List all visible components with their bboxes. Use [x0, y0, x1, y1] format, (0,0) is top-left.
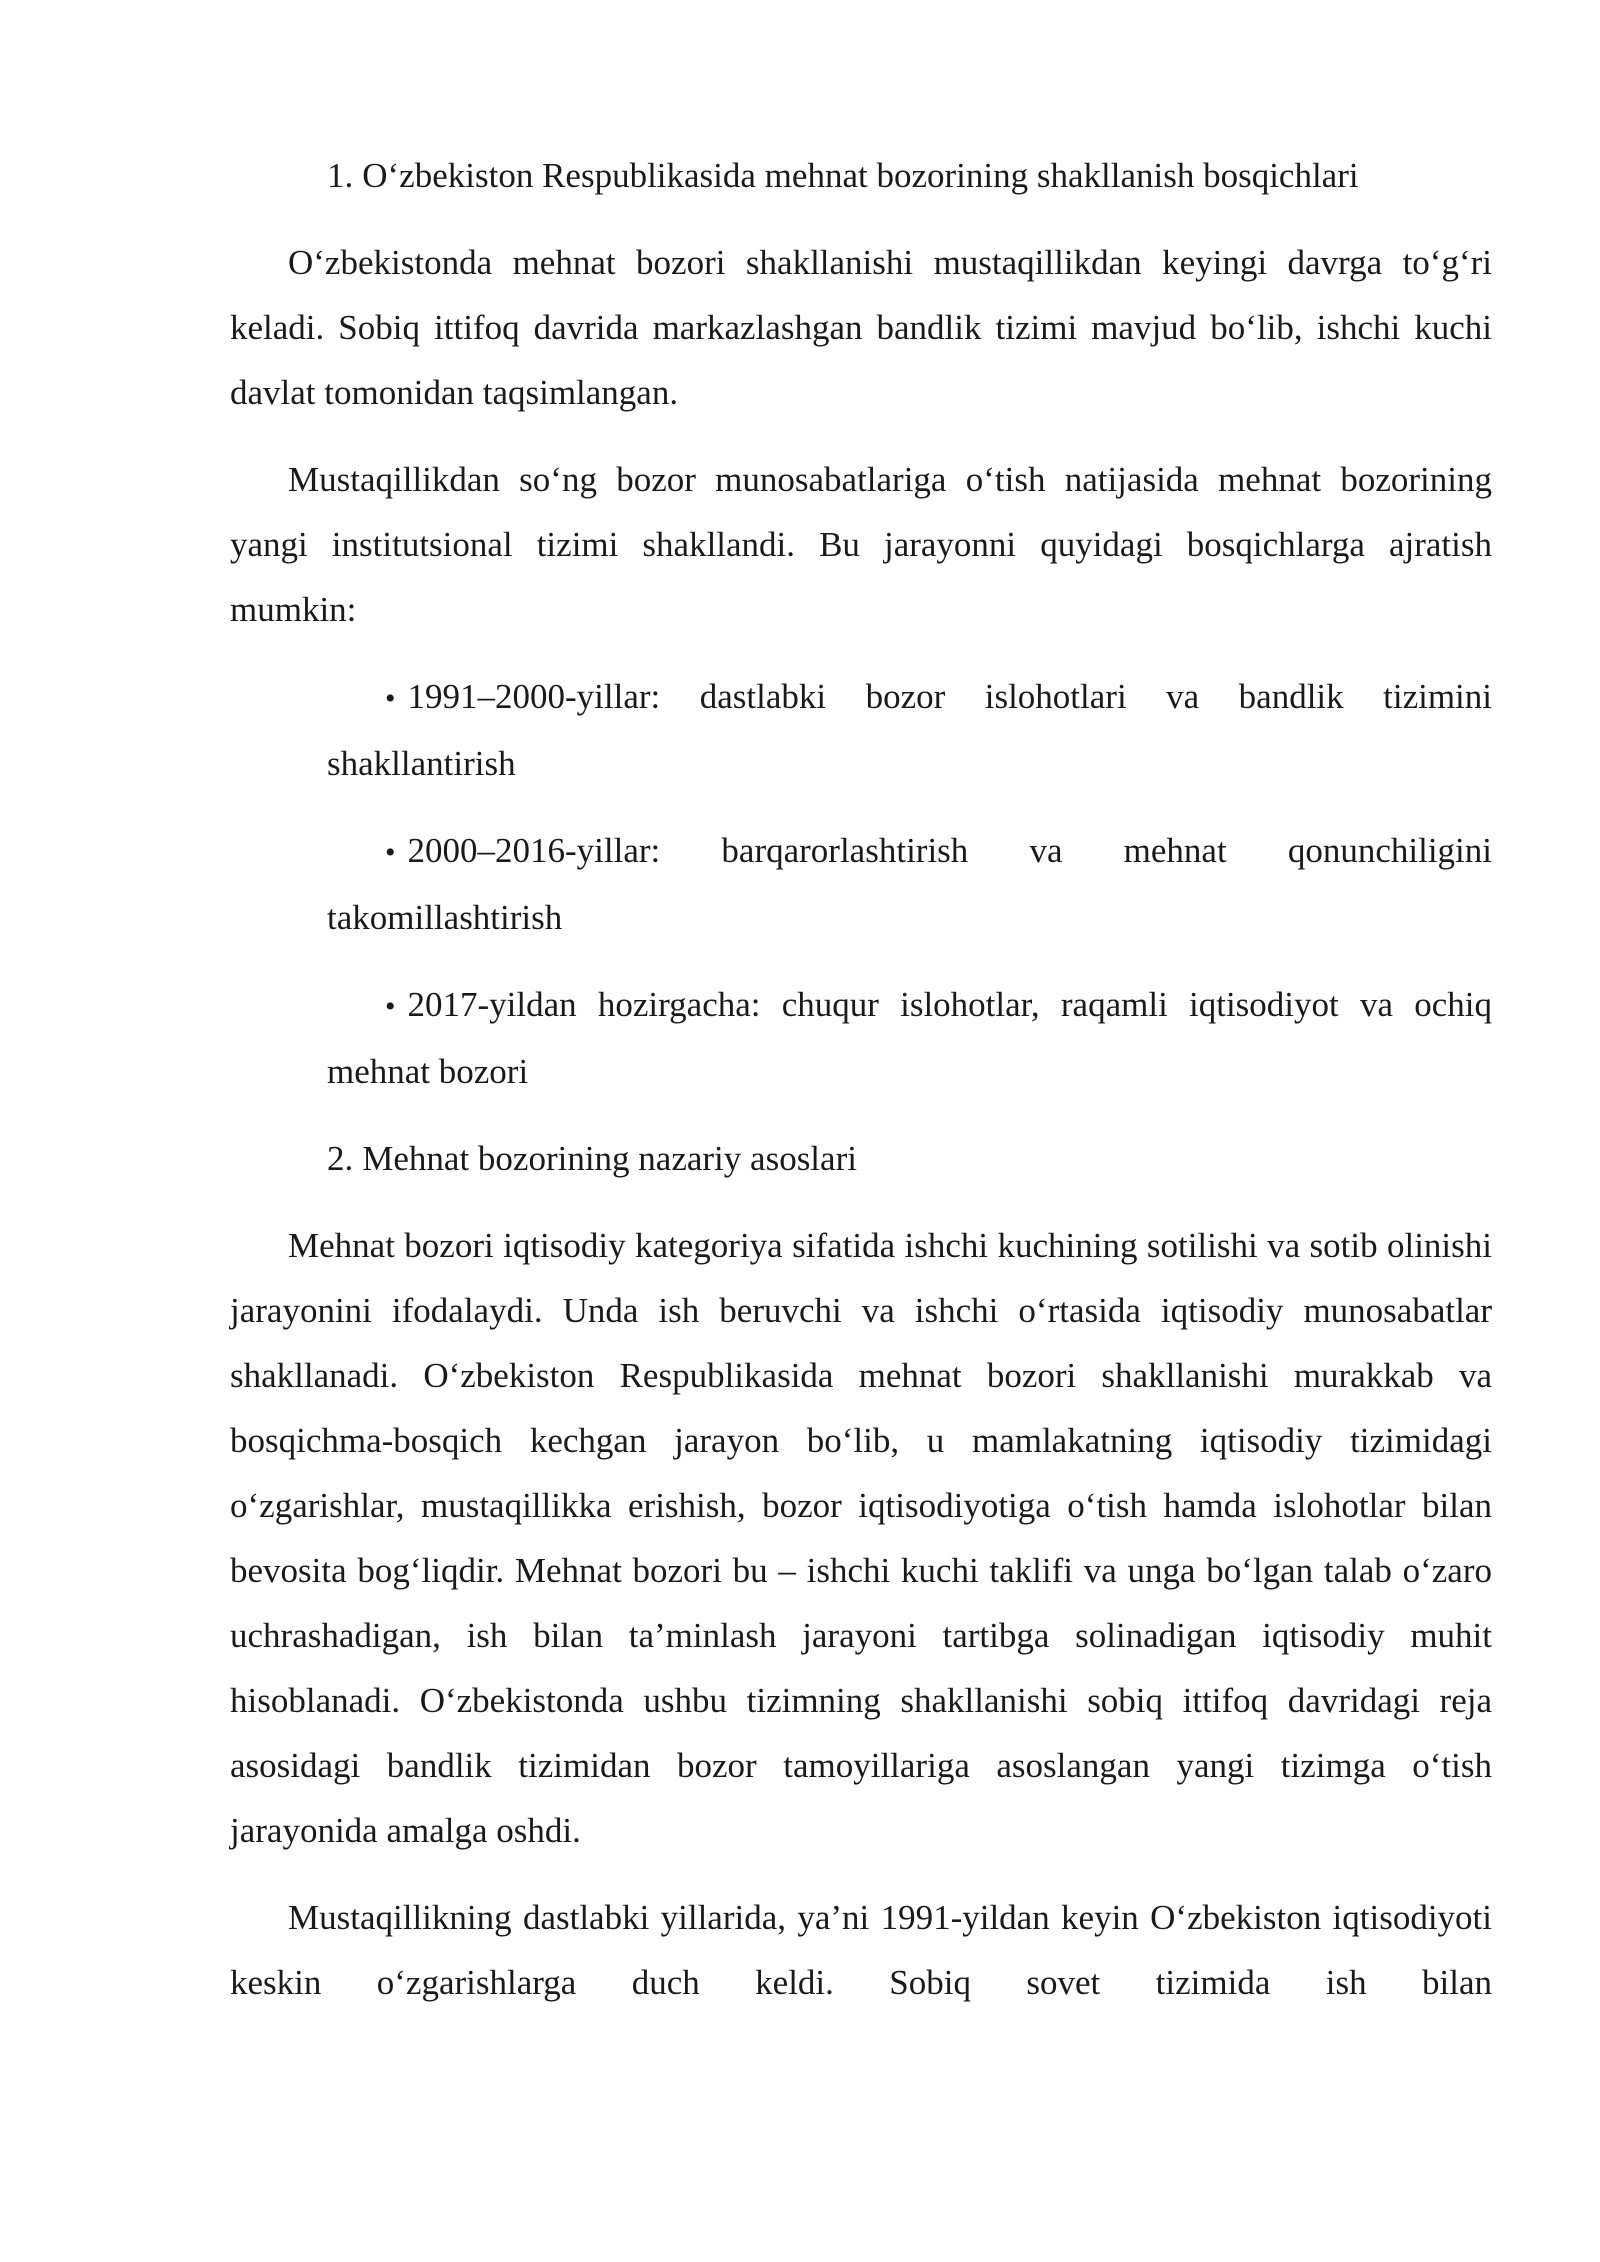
bullet-dot-icon: • — [385, 682, 396, 715]
paragraph-theory-2: Mustaqillikning dastlabki yillarida, ya’ni 1991-yildan keyin O‘zbekiston iqtisodiyoti keskin o‘zgarishlarga duch keldi. Sobiq sovet tizimida ish bilan — [230, 1898, 1492, 2002]
section-heading-2 — [230, 1126, 1492, 1191]
section-heading-1 — [230, 143, 1492, 208]
section-number-2: 2. — [327, 1139, 354, 1178]
section-title-2: Mehnat bozorining nazariy asoslari — [362, 1139, 857, 1178]
bullet-text-2: 2000–2016-yillar: barqarorlashtirish va mehnat qonunchiligini takomillashtirish — [327, 831, 1492, 937]
section-number-1: 1. — [327, 156, 354, 195]
bullet-dot-icon: • — [385, 836, 396, 869]
bullet-item-1 — [230, 664, 1492, 796]
bullet-text-3: 2017-yildan hozirgacha: chuqur islohotlar, raqamli iqtisodiyot va ochiq mehnat bozori — [327, 985, 1492, 1091]
bullet-item-2 — [230, 818, 1492, 950]
document-body — [230, 143, 1492, 2015]
bullet-item-3 — [230, 972, 1492, 1104]
paragraph-intro-2: Mustaqillikdan so‘ng bozor munosabatlariga o‘tish natijasida mehnat bozorining yangi institutsional tizimi shakllandi. Bu jarayonni quyidagi bosqichlarga ajratish mumkin: — [230, 460, 1492, 629]
bullet-dot-icon: • — [385, 990, 396, 1023]
paragraph-intro-1: O‘zbekistonda mehnat bozori shakllanishi mustaqillikdan keyingi davrga to‘g‘ri keladi. Sobiq ittifoq davrida markazlashgan bandlik tizimi mavjud bo‘lib, ishchi kuchi davlat tomonidan taqsimlangan. — [230, 243, 1492, 412]
paragraph-theory-1: Mehnat bozori iqtisodiy kategoriya sifatida ishchi kuchining sotilishi va sotib olinishi jarayonini ifodalaydi. Unda ish beruvchi va ishchi o‘rtasida iqtisodiy munosabatlar shakllanadi. O‘zbekiston Respublikasida mehnat bozori shakllanishi murakkab va bosqichma-bosqich kechgan jarayon bo‘lib, u mamlakatning iqtisodiy tizimidagi o‘zgarishlar, mustaqillikka erishish, bozor iqtisodiyotiga o‘tish hamda islohotlar bilan bevosita bog‘liqdir. Mehnat bozori bu – ishchi kuchi taklifi va unga bo‘lgan talab o‘zaro uchrashadigan, ish bilan ta’minlash jarayoni tartibga solinadigan iqtisodiy muhit hisoblanadi. O‘zbekistonda ushbu tizimning shakllanishi sobiq ittifoq davridagi reja asosidagi bandlik tizimidan bozor tamoyillariga asoslangan yangi tizimga o‘tish jarayonida amalga oshdi. — [230, 1226, 1492, 1850]
section-title-1: O‘zbekiston Respublikasida mehnat bozorining shakllanish bosqichlari — [362, 156, 1359, 195]
bullet-text-1: 1991–2000-yillar: dastlabki bozor islohotlari va bandlik tizimini shakllantirish — [327, 677, 1492, 783]
